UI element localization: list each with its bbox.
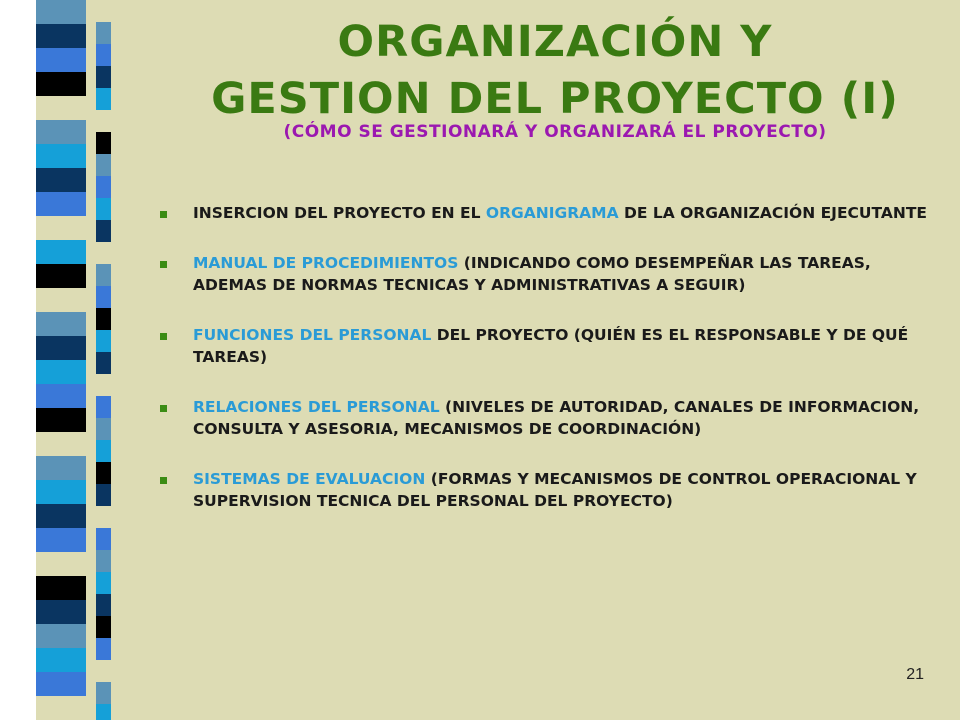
slide-subtitle: (CÓMO SE GESTIONARÁ Y ORGANIZARÁ EL PROYECTO) [283,122,827,142]
stripe-block [36,144,86,168]
bullet-text-after: DEL PROYECTO (QUIÉN ES EL RESPONSABLE Y DE QUÉ TAREAS) [193,326,909,366]
bullet-list [160,202,930,540]
decorative-stripe-left [36,0,86,720]
stripe-block [36,192,86,216]
stripe-block [96,352,111,374]
stripe-block [36,240,86,264]
stripe-block [36,216,86,240]
stripe-block [96,462,111,484]
stripe-block [36,456,86,480]
stripe-block [96,484,111,506]
stripe-block [96,22,111,44]
stripe-block [36,120,86,144]
bullet-item [160,468,930,512]
stripe-block [96,682,111,704]
bullet-highlight: MANUAL DE PROCEDIMIENTOS [193,254,459,272]
stripe-block [96,308,111,330]
stripe-block [96,286,111,308]
stripe-block [96,242,111,264]
stripe-block [36,480,86,504]
stripe-block [96,374,111,396]
bullet-item [160,396,930,440]
bullet-item [160,202,930,224]
stripe-block [36,600,86,624]
bullet-text-after: (FORMAS Y MECANISMOS DE CONTROL OPERACIONAL Y SUPERVISION TECNICA DEL PERSONAL DEL PROYECTO) [193,470,917,510]
stripe-block [96,550,111,572]
bullet-highlight: RELACIONES DEL PERSONAL [193,398,440,416]
stripe-block [36,648,86,672]
slide-title-line-2: GESTION DEL PROYECTO (I) [211,74,899,124]
bullet-highlight: FUNCIONES DEL PERSONAL [193,326,432,344]
stripe-block [36,96,86,120]
stripe-block [96,176,111,198]
bullet-highlight: SISTEMAS DE EVALUACION [193,470,426,488]
bullet-square-icon [160,261,167,268]
bullet-text-after: (NIVELES DE AUTORIDAD, CANALES DE INFORMACION, CONSULTA Y ASESORIA, MECANISMOS DE COORDINACIÓN) [193,398,920,438]
stripe-block [36,432,86,456]
stripe-block [36,288,86,312]
stripe-block [96,198,111,220]
stripe-block [96,154,111,176]
stripe-block [36,552,86,576]
page-number: 21 [906,666,924,683]
bullet-text-after: DE LA ORGANIZACIÓN EJECUTANTE [618,204,927,222]
stripe-block [36,48,86,72]
stripe-block [96,572,111,594]
stripe-block [96,638,111,660]
bullet-square-icon [160,405,167,412]
stripe-block [36,384,86,408]
stripe-block [96,440,111,462]
stripe-block [36,264,86,288]
bullet-square-icon [160,333,167,340]
slide-title-line-1: ORGANIZACIÓN Y [337,17,773,67]
bullet-highlight: ORGANIGRAMA [485,204,619,222]
stripe-block [96,220,111,242]
stripe-block [96,660,111,682]
stripe-block [96,66,111,88]
stripe-block [36,312,86,336]
stripe-block [36,672,86,696]
stripe-block [96,704,111,720]
bullet-square-icon [160,477,167,484]
decorative-stripe-right [96,0,111,720]
stripe-block [96,616,111,638]
stripe-block [36,24,86,48]
stripe-block [36,504,86,528]
stripe-block [36,528,86,552]
stripe-block [36,360,86,384]
stripe-block [96,264,111,286]
bullet-item [160,252,930,296]
stripe-block [96,330,111,352]
stripe-block [96,88,111,110]
bullet-text-before: INSERCION DEL PROYECTO EN EL [193,204,486,222]
stripe-block [96,132,111,154]
stripe-block [96,396,111,418]
stripe-block [96,594,111,616]
bullet-item [160,324,930,368]
stripe-block [36,168,86,192]
bullet-text-after: (INDICANDO COMO DESEMPEÑAR LAS TAREAS, ADEMAS DE NORMAS TECNICAS Y ADMINISTRATIVAS A SEGUIR) [193,254,871,294]
stripe-block [96,506,111,528]
left-margin [0,0,36,720]
bullet-square-icon [160,211,167,218]
stripe-block [36,0,86,24]
stripe-block [96,110,111,132]
stripe-block [36,408,86,432]
stripe-block [96,418,111,440]
stripe-block [36,696,86,720]
stripe-block [96,0,111,22]
stripe-block [36,624,86,648]
stripe-block [36,336,86,360]
stripe-block [96,528,111,550]
stripe-block [36,72,86,96]
stripe-block [36,576,86,600]
stripe-block [96,44,111,66]
